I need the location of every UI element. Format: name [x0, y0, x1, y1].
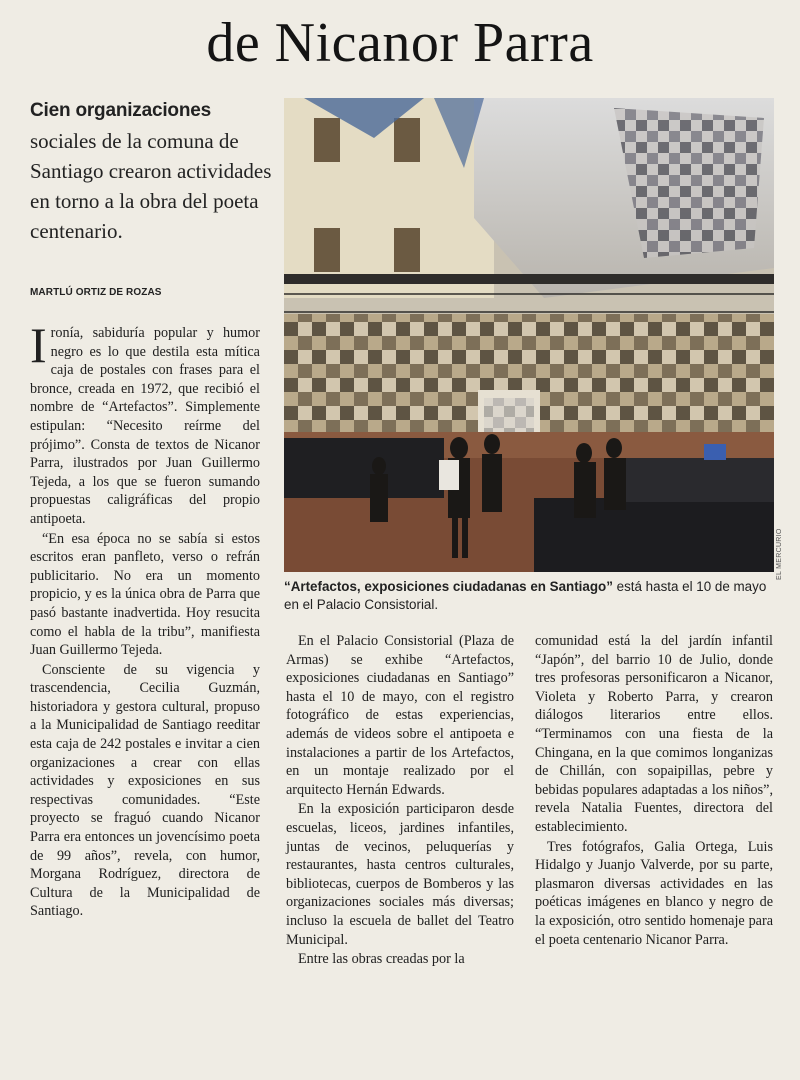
photo-illustration — [284, 98, 774, 572]
headline: de Nicanor Parra — [206, 12, 594, 74]
paragraph: Entre las obras creadas por la — [298, 951, 465, 968]
paragraph: En la exposición participaron desde escuelas, liceos, jardines infantiles, juntas de vecinos, peluquerías y restaurantes, hasta centros culturales, bibliotecas, cuerpos de Bomberos y las organizaciones sociales más diversas; incluso la escuela de ballet del Teatro Municipal. — [286, 801, 514, 948]
paragraph: Consciente de su vigencia y trascendencia, Cecilia Guzmán, historiadora y gestora cultural, propuso a la Municipalidad de Santiago reeditar esta caja de 242 postales e invitar a cien organizaciones a crear con ellas actividades y exposiciones en sus respectivas comunidades. “Este proyecto se fraguó cuando Nicanor Parra era entonces un jovencísimo poeta de 99 años”, revela, con humor, Morgana Rodríguez, directora de Cultura de la Municipalidad de Santiago. — [30, 661, 260, 920]
paragraph: En el Palacio Consistorial (Plaza de Armas) se exhibe “Artefactos, exposiciones ciudadanas en Santiago” hasta el 10 de mayo, con el registro fotográfico de estas experiencias, además de videos sobre el antipoeta e instalaciones a partir de los Artefactos, en un montaje realizado por el arquitecto Hernán Edwards. — [286, 633, 514, 798]
dropcap: I — [30, 317, 47, 373]
lead-rest: sociales de la comuna de Santiago crearon actividades en torno a la obra del poeta centenario. — [30, 129, 272, 243]
paragraph-text: ronía, sabiduría popular y humor negro es lo que destila esta mítica caja de postales con frases para el bronce, creada en 1972, que recibió el nombre de “Artefactos”. Simplemente estipulan: “Necesito reírme del prójimo”. Consta de textos de Nicanor Parra, ilustrados por Juan Guillermo Tejeda, a los que se fueron sumando propuestas caligráficas del propio antipoeta. — [30, 325, 260, 527]
photo-caption — [284, 578, 776, 614]
article-photo — [284, 98, 774, 572]
paragraph: comunidad está la del jardín infantil “Japón”, del barrio 10 de Julio, donde tres profesoras personificaron a Nicanor, Violeta y Roberto Parra, y crearon diálogos literarios entre ellos. “Terminamos con una fiesta de la Chingana, en la que comimos longanizas de Chillán, con sopaipillas, pebre y bebidas populares adaptadas a los niños”, revela Natalia Fuentes, directora del establecimiento. — [535, 633, 773, 835]
lead-paragraph — [30, 94, 275, 246]
paragraph — [30, 317, 260, 529]
photo-credit: EL MERCURIO — [776, 528, 783, 580]
paragraph: “En esa época no se sabía si estos escritos eran panfleto, verso o refrán publicitario. No era un momento propicio, y es la única obra de Parra que pasó bastante inadvertida. Hoy resucita como el habla de la tribu”, manifiesta Juan Guillermo Tejeda. — [30, 530, 260, 659]
paragraph: Tres fotógrafos, Galia Ortega, Luis Hidalgo y Juanjo Valverde, por su parte, plasmaron diversas actividades en las poéticas imágenes en blanco y negro de la exposición, otro sentido homenaje para el poeta centenario Nicanor Parra. — [535, 838, 773, 948]
caption-bold: “Artefactos, exposiciones ciudadanas en Santiago” — [284, 579, 613, 594]
article-column-2 — [286, 632, 514, 969]
byline: MARTLÚ ORTIZ DE ROZAS — [30, 287, 162, 298]
article-column-1 — [30, 317, 260, 921]
lead-bold: Cien organizaciones — [30, 100, 211, 121]
article-column-3 — [535, 632, 773, 949]
caption-rest: está hasta el 10 de mayo en el Palacio Consistorial. — [284, 579, 767, 612]
